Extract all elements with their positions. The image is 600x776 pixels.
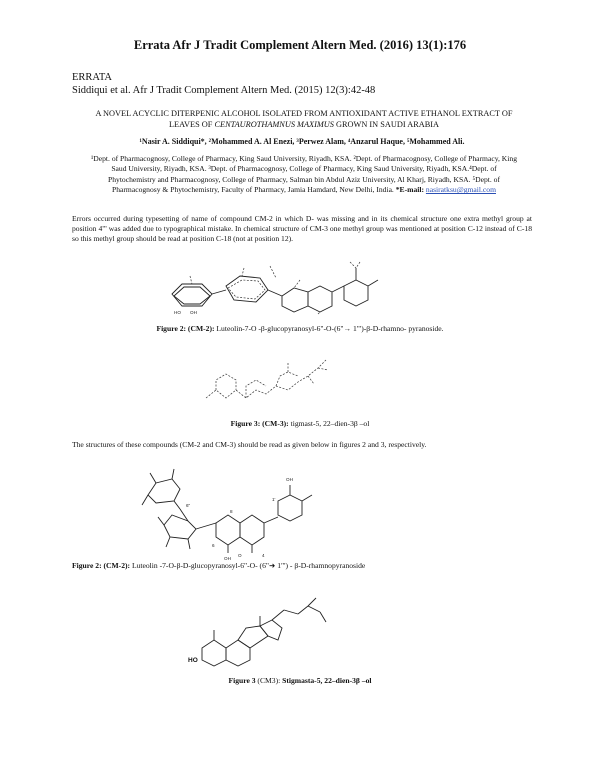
old-cm3-structure	[196, 348, 336, 410]
new-label-oh-top: OH	[286, 477, 293, 482]
fig2-new-text: Luteolin -7-O-β-D-glucopyranosyl-6"-O- (6"➜ 1"') - β-D-rhamnopyranoside	[130, 561, 366, 570]
fig3-new-mid: (CM3):	[255, 676, 283, 685]
new-label-oh: OH	[224, 556, 231, 561]
email-label: *E-mail:	[395, 185, 425, 195]
fig3-old-label: Figure 3: (CM-3):	[230, 419, 289, 428]
new-label-1p: 1'	[272, 497, 276, 502]
correction-paragraph: The structures of these compounds (CM-2 and CM-3) should be read as given below in figures 2 and 3, respectively.	[72, 440, 427, 449]
old-cm2-structure	[160, 254, 420, 320]
old-label-ho: HO	[174, 310, 181, 315]
fig2-new-label: Figure 2: (CM-2):	[72, 561, 131, 570]
author-list: ¹Nasir A. Siddiqui*, ²Mohammed A. Al Enezi, ³Perwez Alam, ⁴Anzarul Haque, ⁵Mohammed Ali.	[139, 137, 465, 146]
new-cm3-label-ho: HO	[188, 657, 198, 664]
article-title	[80, 108, 528, 130]
title-line-1: A NOVEL ACYCLIC DITERPENIC ALCOHOL ISOLATED FROM ANTIOXIDANT ACTIVE ETHANOL EXTRACT OF	[95, 109, 513, 118]
old-label-oh: OH	[190, 310, 197, 315]
figure-2-new-caption	[72, 561, 365, 570]
corrected-cm2-structure	[140, 465, 390, 560]
errata-paragraph: Errors occurred during typesetting of name of compound CM-2 in which D- was missing and in its chemical structure one extra methyl group at position 4"' was added due to typographical mistake. In chemical structure of CM-3 one methyl group was mentioned at position C-12 instead of C-18 so this methyl group should be read at position C-18 (not at position 12).	[72, 214, 532, 244]
fig3-old-text: tigmast-5, 22–dien-3β –ol	[288, 419, 370, 428]
fig3-new-text: Stigmasta-5, 22–dien-3β –ol	[282, 676, 372, 685]
figure-2-old-caption	[0, 324, 600, 333]
figure-3-new-caption	[0, 676, 600, 685]
affiliations	[90, 154, 518, 196]
new-label-4: 4	[262, 553, 265, 558]
species-name: CENTAUROTHAMNUS MAXIMUS	[214, 120, 334, 129]
corrected-cm3-structure	[190, 592, 370, 672]
title-line-2-post: GROWN IN SAUDI ARABIA	[333, 120, 440, 129]
fig2-old-text: Luteolin-7-O -β-glucopyranosyl-6"-O-(6"→ 1"')-β-D-rhamno- pyranoside.	[214, 324, 444, 333]
new-label-o: O	[238, 553, 242, 558]
journal-header: Errata Afr J Tradit Complement Altern Med. (2016) 13(1):176	[133, 38, 467, 52]
new-label-6: 6	[212, 543, 215, 548]
title-line-2-pre: LEAVES OF	[168, 120, 215, 129]
errata-citation: Siddiqui et al. Afr J Tradit Complement Altern Med. (2015) 12(3):42-48	[72, 85, 376, 96]
fig3-new-label: Figure 3	[228, 676, 256, 685]
email-link[interactable]: nasiratksu@gmail.com	[425, 185, 496, 195]
new-label-6pp: 6"	[186, 503, 191, 508]
errata-label: ERRATA	[72, 72, 112, 83]
affiliation-text: ¹Dept. of Pharmacognosy, College of Pharmacy, King Saud University, Riyadh, KSA. ²Dept. of Pharmacognosy, College of Pharmacy, King Saud University, Riyadh, KSA. ³Dept. of Pharmacognosy, College of Pharmacy, King Saud University, Riyadh, KSA.⁴Dept. of Phytochemistry and Pharmacognosy, College of Pharmacy, Salman bin Abdul Aziz University, Al Kharj, Riyadh, KSA. ⁵Dept. of Pharmacognosy & Phytochemistry, Faculty of Pharmacy, Jamia Hamdard, New Delhi, India.	[91, 154, 517, 195]
figure-3-old-caption	[0, 419, 600, 428]
fig2-old-label: Figure 2: (CM-2):	[156, 324, 215, 333]
new-label-8: 8	[230, 509, 233, 514]
